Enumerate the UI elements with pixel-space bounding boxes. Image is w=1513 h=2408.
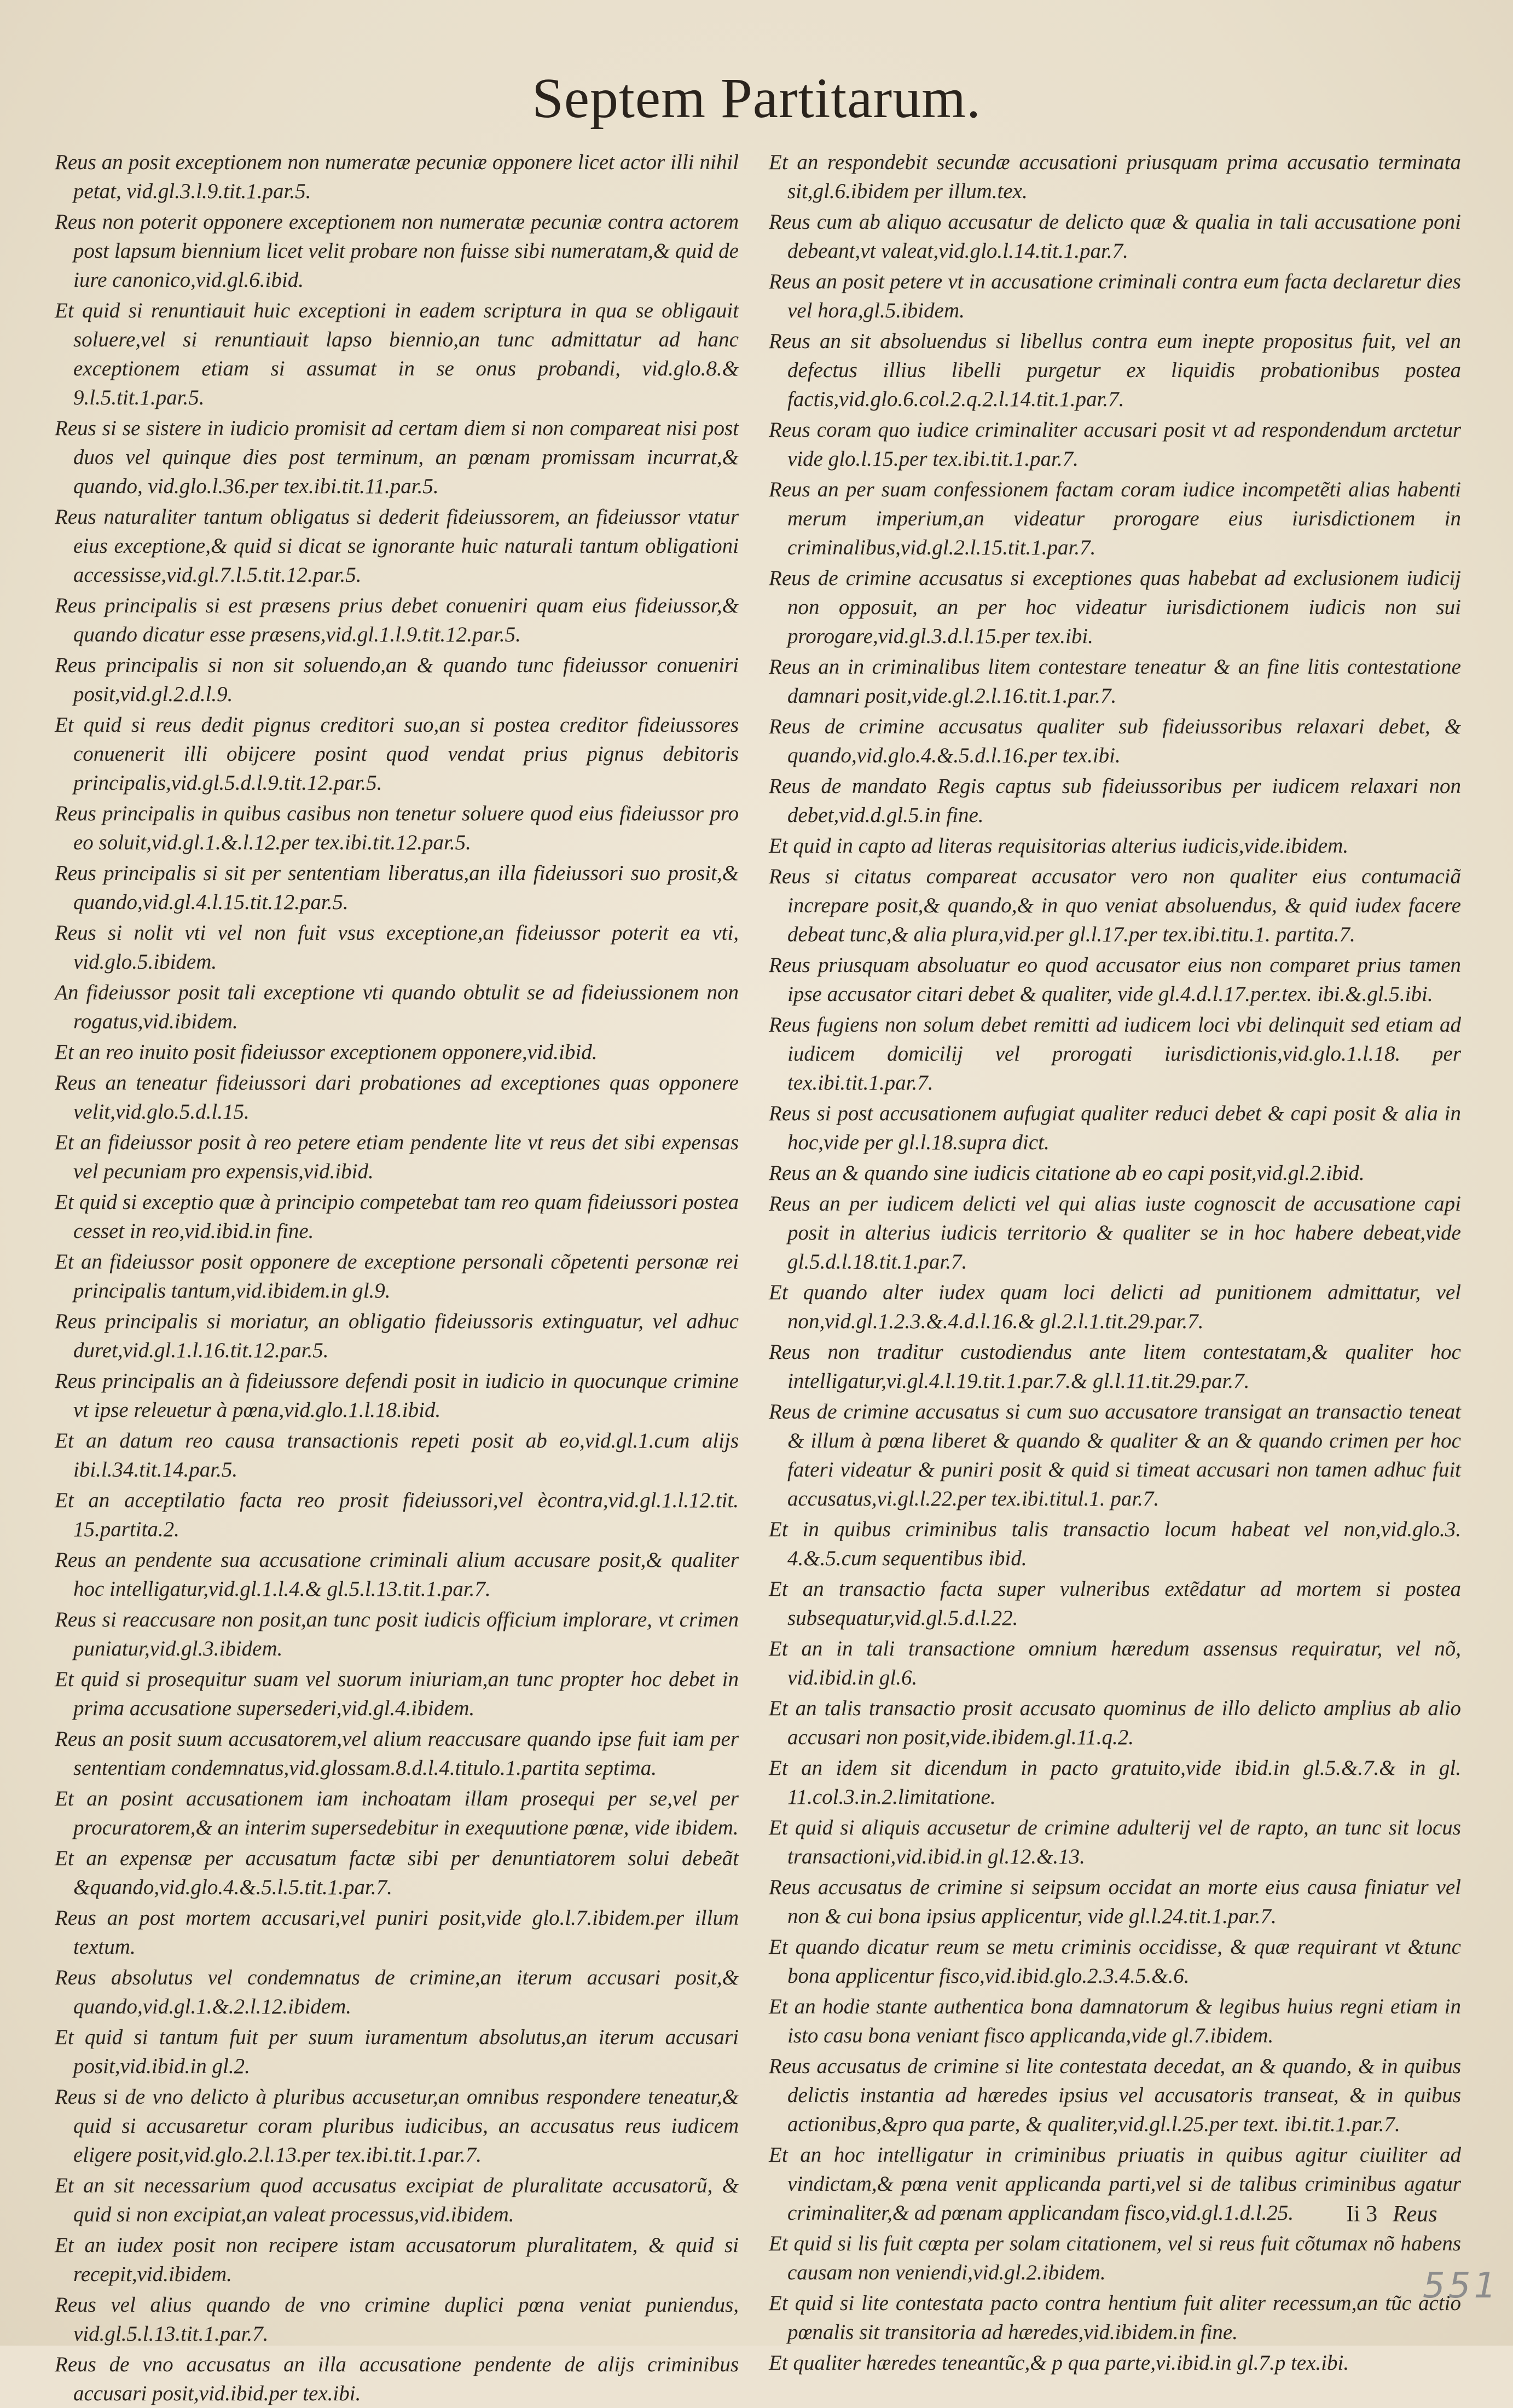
index-entry: Reus priusquam absoluatur eo quod accusator eius non comparet prius tamen ipse accusator citari debet & qualiter, vide gl.4.d.l.17.per.tex. ibi.&.gl.5.ibi.	[769, 953, 1461, 1006]
index-entry: Reus de vno accusatus an illa accusatione pendente de alijs criminibus accusari posit,vid.ibid.per tex.ibi.	[55, 2353, 739, 2405]
index-entry: Et qualiter hæredes teneantũc,& p qua parte,vi.ibid.in gl.7.p tex.ibi.	[769, 2351, 1349, 2375]
index-entry: Reus si citatus compareat accusator vero non qualiter eius contumaciã increpare posit,& quando,& in quo veniat absoluendus, & quid iudex facere debeat tunc,& alia plura,vid.per gl.l.17.per tex.ibi.titu.1. partita.7.	[769, 865, 1461, 946]
index-entry: Et quid si renuntiauit huic exceptioni in eadem scriptura in qua se obligauit soluere,vel si renuntiauit lapso biennio,an tunc admittatur ad hanc exceptionem etiam si assumat in se onus probandi, vid.glo.8.& 9.l.5.tit.1.par.5.	[55, 299, 739, 409]
index-entry: Et an expensæ per accusatum factæ sibi per denuntiatorem solui debeãt &quando,vid.glo.4.&.5.l.5.tit.1.par.7.	[55, 1846, 739, 1899]
index-entry: Reus principalis in quibus casibus non tenetur soluere quod eius fideiussor pro eo soluit,vid.gl.1.&.l.12.per tex.ibi.tit.12.par.5.	[55, 802, 739, 854]
index-entry: Reus principalis si sit per sententiam liberatus,an illa fideiussori suo prosit,& quando,vid.gl.4.l.15.tit.12.par.5.	[55, 861, 739, 914]
index-entry: Et quid si reus dedit pignus creditori suo,an si postea creditor fideiussores conuenerit illi obijcere posint quod vendat prius pignus debitoris principalis,vid.gl.5.d.l.9.tit.12.par.5.	[55, 713, 739, 795]
index-entry: Reus cum ab aliquo accusatur de delicto quæ & qualia in tali accusatione poni debeant,vt valeat,vid.glo.l.14.tit.1.par.7.	[769, 210, 1461, 263]
index-entry: Et an datum reo causa transactionis repeti posit ab eo,vid.gl.1.cum alijs ibi.l.34.tit.14.par.5.	[55, 1429, 739, 1481]
index-entry: Reus an per iudicem delicti vel qui alias iuste cognoscit de accusatione capi posit in alterius iudicis territorio & qualiter se in hoc habere debeat,vide gl.5.d.l.18.tit.1.par.7.	[769, 1192, 1461, 1274]
index-entry: Et an hoc intelligatur in criminibus priuatis in quibus agitur ciuiliter ad vindictam,& pœna venit applicanda parti,vel si de talibus criminibus agatur criminaliter,& ad pœnam applicandam fisco,vid.gl.1.d.l.25.	[769, 2143, 1461, 2225]
index-entry: Reus an posit petere vt in accusatione criminali contra eum facta declaretur dies vel hora,gl.5.ibidem.	[769, 270, 1461, 322]
index-entry: Reus an post mortem accusari,vel puniri posit,vide glo.l.7.ibidem.per illum textum.	[55, 1906, 739, 1959]
catchword: Reus	[1393, 2202, 1437, 2227]
index-entry: Reus an pendente sua accusatione criminali alium accusare posit,& qualiter hoc intelligatur,vid.gl.1.l.4.& gl.5.l.13.tit.1.par.7.	[55, 1548, 739, 1601]
index-entry: Et quid si prosequitur suam vel suorum iniuriam,an tunc propter hoc debet in prima accusatione supersederi,vid.gl.4.ibidem.	[55, 1668, 739, 1720]
index-entry: Reus an teneatur fideiussori dari probationes ad exceptiones quas opponere velit,vid.glo.5.d.l.15.	[55, 1071, 739, 1124]
index-entry: Reus absolutus vel condemnatus de crimine,an iterum accusari posit,& quando,vid.gl.1.&.2.l.12.ibidem.	[55, 1966, 739, 2018]
index-entry: Reus principalis si moriatur, an obligatio fideiussoris extinguatur, vel adhuc duret,vid.gl.1.l.16.tit.12.par.5.	[55, 1310, 739, 1362]
index-entry: Et quando alter iudex quam loci delicti ad punitionem admittatur, vel non,vid.gl.1.2.3.&.4.d.l.16.& gl.2.l.1.tit.29.par.7.	[769, 1281, 1461, 1333]
index-entry: Reus principalis si non sit soluendo,an & quando tunc fideiussor conueniri posit,vid.gl.2.d.l.9.	[55, 653, 739, 706]
index-entry: Reus naturaliter tantum obligatus si dederit fideiussorem, an fideiussor vtatur eius exceptione,& quid si dicat se ignorante huic naturali tantum obligationi accessisse,vid.gl.7.l.5.tit.12.par.5.	[55, 505, 739, 587]
folio-note: 551	[1423, 2266, 1500, 2306]
index-entry: Et an respondebit secundæ accusationi priusquam prima accusatio terminata sit,gl.6.ibidem per illum.tex.	[769, 150, 1461, 203]
index-entry: Reus si de vno delicto à pluribus accusetur,an omnibus respondere teneatur,& quid si accusaretur coram pluribus iudicibus, an accusatus reus iudicem eligere posit,vid.glo.2.l.13.per tex.ibi.tit.1.par.7.	[55, 2085, 739, 2167]
index-entry: Reus principalis si est præsens prius debet conueniri quam eius fideiussor,& quando dicatur esse præsens,vid.gl.1.l.9.tit.12.par.5.	[55, 594, 739, 646]
index-entry: Et in quibus criminibus talis transactio locum habeat vel non,vid.glo.3. 4.&.5.cum sequentibus ibid.	[769, 1518, 1461, 1570]
index-entry: Et an posint accusationem iam inchoatam illam prosequi per se,vel per procuratorem,& an interim supersedebitur in exequutione pœnæ, vide ibidem.	[55, 1787, 739, 1839]
index-entry: Et an fideiussor posit à reo petere etiam pendente lite vt reus det sibi expensas vel pecuniam pro expensis,vid.ibid.	[55, 1131, 739, 1183]
index-entry: Et quid si lis fuit cœpta per solam citationem, vel si reus fuit cõtumax nõ habens causam non veniendi,vid.gl.2.ibidem.	[769, 2232, 1461, 2284]
index-entry: Reus de crimine accusatus si cum suo accusatore transigat an transactio teneat & illum à pœna liberet & quando & qualiter & an & quando crimen per hoc fateri videatur & puniri posit & quid si timeat accusari non tamen adhuc fuit accusatus,vi.gl.l.22.per tex.ibi.titul.1. par.7.	[769, 1400, 1461, 1510]
index-entry: Et an idem sit dicendum in pacto gratuito,vide ibid.in gl.5.&.7.& in gl. 11.col.3.in.2.limitatione.	[769, 1756, 1461, 1809]
index-entry: Reus an in criminalibus litem contestare teneatur & an fine litis contestatione damnari posit,vide.gl.2.l.16.tit.1.par.7.	[769, 655, 1461, 708]
index-entry: Reus de crimine accusatus si exceptiones quas habebat ad exclusionem iudicij non opposuit, an per hoc videatur iurisdictionem iudicis non sui prorogare,vid.gl.3.d.l.15.per tex.ibi.	[769, 566, 1461, 648]
index-entry: An fideiussor posit tali exceptione vti quando obtulit se ad fideiussionem non rogatus,vid.ibidem.	[55, 981, 739, 1033]
index-entry: Et quid si aliquis accusetur de crimine adulterij vel de rapto, an tunc sit locus transactioni,vid.ibid.in gl.12.&.13.	[769, 1816, 1461, 1868]
index-entry: Et an talis transactio prosit accusato quominus de illo delicto amplius ab alio accusari non posit,vide.ibidem.gl.11.q.2.	[769, 1697, 1461, 1749]
index-entry: Reus si nolit vti vel non fuit vsus exceptione,an fideiussor poterit ea vti, vid.glo.5.ibidem.	[55, 921, 739, 974]
index-entry: Reus principalis an à fideiussore defendi posit in iudicio in quocunque crimine vt ipse releuetur à pœna,vid.glo.1.l.18.ibid.	[55, 1369, 739, 1422]
index-entry: Et an hodie stante authentica bona damnatorum & legibus huius regni etiam in isto casu bona veniant fisco applicanda,vide gl.7.ibidem.	[769, 1995, 1461, 2047]
index-entry: Et an in tali transactione omnium hæredum assensus requiratur, vel nõ, vid.ibid.in gl.6.	[769, 1637, 1461, 1689]
index-entry: Et an sit necessarium quod accusatus excipiat de pluralitate accusatorũ, & quid si non excipiat,an valeat processus,vid.ibidem.	[55, 2174, 739, 2226]
index-entry: Reus accusatus de crimine si lite contestata decedat, an & quando, & in quibus delictis instantia ad hæredes ipsius vel accusatoris transeat, & in quibus actionibus,&pro qua parte, & qualiter,vid.gl.l.25.per text. ibi.tit.1.par.7.	[769, 2054, 1461, 2136]
index-entry: Et an transactio facta super vulneribus extẽdatur ad mortem si postea subsequatur,vid.gl.5.d.l.22.	[769, 1577, 1461, 1630]
signature-mark: Ii 3	[1346, 2202, 1378, 2227]
index-entry: Et quando dicatur reum se metu criminis occidisse, & quæ requirant vt &tunc bona applicentur fisco,vid.ibid.glo.2.3.4.5.&.6.	[769, 1935, 1461, 1988]
index-entry: Reus si reaccusare non posit,an tunc posit iudicis officium implorare, vt crimen puniatur,vid.gl.3.ibidem.	[55, 1608, 739, 1660]
index-entry: Reus an sit absoluendus si libellus contra eum inepte propositus fuit, vel an defectus illius libelli purgetur ex liquidis probationibus postea factis,vid.glo.6.col.2.q.2.l.14.tit.1.par.7.	[769, 329, 1461, 411]
index-entry: Reus non traditur custodiendus ante litem contestatam,& qualiter hoc intelligatur,vi.gl.4.l.19.tit.1.par.7.& gl.l.11.tit.29.par.7.	[769, 1340, 1461, 1393]
index-entry: Reus an per suam confessionem factam coram iudice incompetẽti alias habenti merum imperium,an videatur prorogare eius iurisdictionem in criminalibus,vid.gl.2.l.15.tit.1.par.7.	[769, 478, 1461, 559]
left-column	[55, 148, 739, 2405]
index-entry: Et an reo inuito posit fideiussor exceptionem opponere,vid.ibid.	[55, 1040, 598, 1064]
page-title: Septem Partitarum.	[532, 67, 981, 130]
index-entry: Et quid si exceptio quæ à principio competebat tam reo quam fideiussori postea cesset in reo,vid.ibid.in fine.	[55, 1190, 739, 1243]
index-entry: Et an fideiussor posit opponere de exceptione personali cõpetenti personæ rei principalis tantum,vid.ibidem.in gl.9.	[55, 1250, 739, 1303]
index-entry: Reus an posit exceptionem non numeratæ pecuniæ opponere licet actor illi nihil petat, vid.gl.3.l.9.tit.1.par.5.	[55, 150, 739, 203]
index-entry: Reus fugiens non solum debet remitti ad iudicem loci vbi delinquit sed etiam ad iudicem domicilij vel prorogati iurisdictionis,vid.glo.1.l.18. per tex.ibi.tit.1.par.7.	[769, 1013, 1461, 1095]
index-entry: Et quid si tantum fuit per suum iuramentum absolutus,an iterum accusari posit,vid.ibid.in gl.2.	[55, 2025, 739, 2078]
index-entry: Reus an posit suum accusatorem,vel alium reaccusare quando ipse fuit iam per sententiam condemnatus,vid.glossam.8.d.l.4.titulo.1.partita septima.	[55, 1727, 739, 1780]
index-entry: Et an iudex posit non recipere istam accusatorum pluralitatem, & quid si recepit,vid.ibidem.	[55, 2233, 739, 2286]
index-entry: Et quid in capto ad literas requisitorias alterius iudicis,vide.ibidem.	[769, 834, 1349, 858]
index-entry: Reus an & quando sine iudicis citatione ab eo capi posit,vid.gl.2.ibid.	[769, 1161, 1365, 1185]
index-entry: Reus non poterit opponere exceptionem non numeratæ pecuniæ contra actorem post lapsum biennium licet velit probare non fuisse sibi numeratam,& quid de iure canonico,vid.gl.6.ibid.	[55, 210, 739, 292]
index-entry: Reus de crimine accusatus qualiter sub fideiussoribus relaxari debet, & quando,vid.glo.4.&.5.d.l.16.per tex.ibi.	[769, 715, 1461, 767]
index-entry: Reus si se sistere in iudicio promisit ad certam diem si non compareat nisi post duos vel quinque dies post terminum, an pœnam promissam incurrat,& quando, vid.glo.l.36.per tex.ibi.tit.11.par.5.	[55, 416, 739, 498]
index-entry: Reus coram quo iudice criminaliter accusari posit vt ad respondendum arctetur vide glo.l.15.per tex.ibi.tit.1.par.7.	[769, 418, 1461, 471]
index-entry: Reus accusatus de crimine si seipsum occidat an morte eius causa finiatur vel non & cui bona ipsius applicentur, vide gl.l.24.tit.1.par.7.	[769, 1876, 1461, 1928]
index-entry: Reus de mandato Regis captus sub fideiussoribus per iudicem relaxari non debet,vid.d.gl.5.in fine.	[769, 774, 1461, 827]
index-entry: Reus vel alius quando de vno crimine duplici pœna veniat puniendus, vid.gl.5.l.13.tit.1.par.7.	[55, 2293, 739, 2346]
index-entry: Et an acceptilatio facta reo prosit fideiussori,vel ècontra,vid.gl.1.l.12.tit. 15.partita.2.	[55, 1489, 739, 1541]
index-entry: Reus si post accusationem aufugiat qualiter reduci debet & capi posit & alia in hoc,vide per gl.l.18.supra dict.	[769, 1102, 1461, 1154]
index-entry: Et quid si lite contestata pacto contra hentium fuit aliter recessum,an tũc actio pœnalis sit transitoria ad hæredes,vid.ibidem.in fine.	[769, 2291, 1461, 2344]
